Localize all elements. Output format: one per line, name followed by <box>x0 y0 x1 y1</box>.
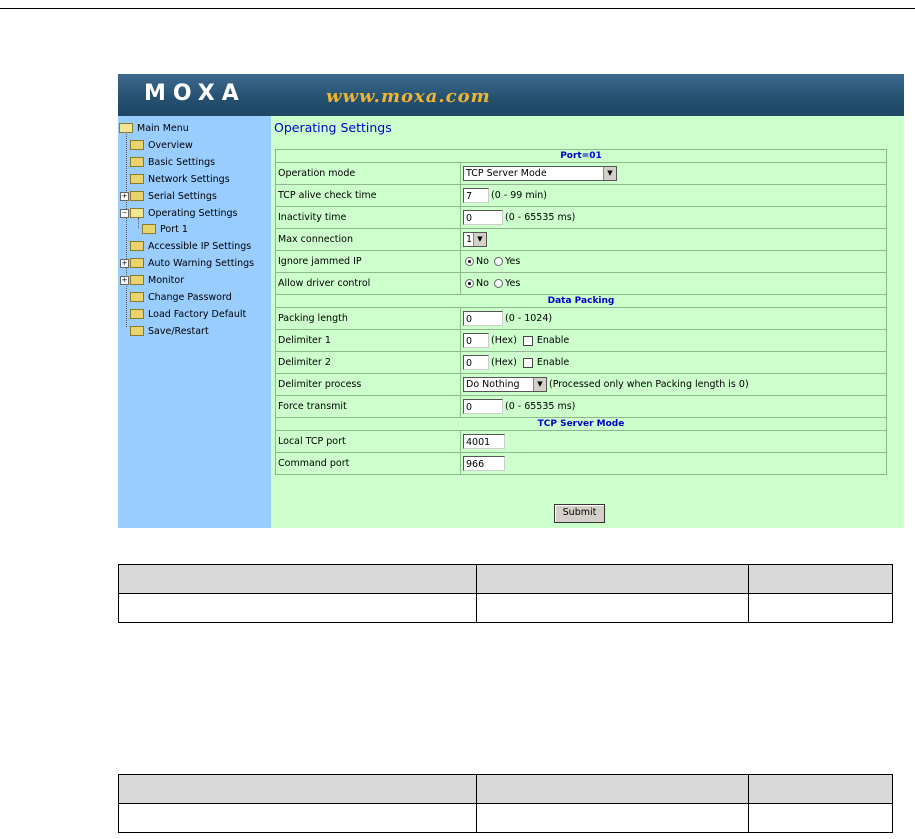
sidebar-item-network-settings[interactable] <box>130 172 230 187</box>
settings-table <box>275 149 887 475</box>
field-label: Force transmit <box>276 396 461 418</box>
sidebar-item-operating-settings[interactable] <box>120 206 237 221</box>
folder-icon <box>130 326 144 336</box>
collapse-minus-icon[interactable]: − <box>121 209 128 217</box>
field-label: Allow driver control <box>276 273 461 295</box>
field-value-cell <box>461 163 887 185</box>
table-row <box>276 352 887 374</box>
folder-icon <box>130 174 144 184</box>
doc-table-cell <box>749 804 893 833</box>
field-label: TCP alive check time <box>276 185 461 207</box>
doc-table-cell <box>749 775 893 804</box>
moxa-banner <box>118 74 904 117</box>
sidebar-item-save-restart[interactable] <box>130 324 209 339</box>
range-hint: (0 - 99 min) <box>491 190 547 201</box>
force-transmit-input[interactable]: 0 <box>463 399 503 414</box>
range-hint: (0 - 65535 ms) <box>505 212 576 223</box>
table-row <box>276 374 887 396</box>
doc-table-cell <box>119 804 477 833</box>
folder-open-icon <box>130 208 144 218</box>
field-value-cell <box>461 453 887 475</box>
folder-icon <box>130 292 144 302</box>
command-port-input[interactable]: 966 <box>463 456 505 471</box>
ignore-jammed-no-radio[interactable] <box>465 257 474 266</box>
radio-label: No <box>476 278 489 289</box>
browser-content <box>118 74 904 528</box>
checkbox-label: Enable <box>536 335 570 346</box>
doc-table-cell <box>119 565 477 594</box>
range-hint: (0 - 1024) <box>505 313 553 324</box>
radio-label: Yes <box>504 256 521 267</box>
sidebar-item-label: Serial Settings <box>148 191 217 202</box>
sidebar-item-label: Main Menu <box>137 123 189 134</box>
table-row <box>276 229 887 251</box>
page-top-rule <box>0 8 915 9</box>
sidebar-item-label: Change Password <box>148 292 232 303</box>
sidebar-item-monitor[interactable] <box>120 273 184 288</box>
section-header-row <box>276 418 887 431</box>
allow-driver-yes-radio[interactable] <box>494 279 503 288</box>
delimiter2-enable-checkbox[interactable] <box>523 358 533 368</box>
sidebar-item-label: Overview <box>148 140 193 151</box>
select-value: Do Nothing <box>466 379 520 390</box>
sidebar-item-label: Port 1 <box>160 224 188 235</box>
field-value-cell <box>461 308 887 330</box>
inactivity-input[interactable]: 0 <box>463 210 503 225</box>
sidebar-item-change-password[interactable] <box>130 290 232 305</box>
folder-icon <box>130 275 144 285</box>
doc-table-cell <box>477 594 749 623</box>
operation-mode-select[interactable] <box>463 166 617 181</box>
doc-table-row <box>119 804 893 833</box>
sidebar-item-label: Save/Restart <box>148 326 209 337</box>
hex-hint: (Hex) <box>491 357 517 368</box>
field-value-cell <box>461 431 887 453</box>
sidebar <box>118 116 271 528</box>
delimiter2-input[interactable]: 0 <box>463 355 489 370</box>
sidebar-item-label: Network Settings <box>148 174 230 185</box>
table-row <box>276 207 887 229</box>
delimiter1-enable-checkbox[interactable] <box>523 336 533 346</box>
table-row <box>276 163 887 185</box>
doc-table-cell <box>749 565 893 594</box>
max-connection-select[interactable] <box>463 232 487 247</box>
field-value-cell <box>461 185 887 207</box>
folder-icon <box>142 224 156 234</box>
doc-table-cell <box>749 594 893 623</box>
sidebar-item-label: Load Factory Default <box>148 309 247 320</box>
moxa-logo: MOXA <box>144 81 246 106</box>
field-label: Packing length <box>276 308 461 330</box>
field-value-cell <box>461 396 887 418</box>
doc-table-cell <box>119 594 477 623</box>
folder-icon <box>130 191 144 201</box>
radio-label: No <box>476 256 489 267</box>
ignore-jammed-yes-radio[interactable] <box>494 257 503 266</box>
doc-table-cell <box>477 804 749 833</box>
hex-hint: (Hex) <box>491 335 517 346</box>
table-row <box>276 251 887 273</box>
expand-plus-icon[interactable]: + <box>121 259 128 267</box>
section-header-row <box>276 150 887 163</box>
sidebar-item-port-1[interactable] <box>142 222 188 237</box>
table-row <box>276 308 887 330</box>
banner-url: www.moxa.com <box>326 86 491 107</box>
doc-table-cell <box>477 775 749 804</box>
chevron-down-icon[interactable]: ▼ <box>533 378 546 391</box>
sidebar-item-label: Auto Warning Settings <box>148 258 255 269</box>
tree-line <box>126 134 127 327</box>
folder-icon <box>130 157 144 167</box>
doc-table <box>118 564 893 623</box>
field-label: Delimiter process <box>276 374 461 396</box>
sidebar-item-overview[interactable] <box>130 138 193 153</box>
folder-icon <box>130 241 144 251</box>
folder-open-icon <box>119 123 133 133</box>
field-value-cell <box>461 251 887 273</box>
table-row <box>276 431 887 453</box>
field-value-cell <box>461 374 887 396</box>
field-label: Operation mode <box>276 163 461 185</box>
sidebar-item-load-factory-default[interactable] <box>130 307 246 322</box>
table-row <box>276 273 887 295</box>
sidebar-item-auto-warning[interactable] <box>120 256 254 271</box>
data-packing-header: Data Packing <box>276 295 887 308</box>
radio-label: Yes <box>504 278 521 289</box>
sidebar-item-label: Operating Settings <box>148 208 238 219</box>
checkbox-label: Enable <box>536 357 570 368</box>
packing-length-input[interactable]: 0 <box>463 311 503 326</box>
expand-plus-icon[interactable]: + <box>121 276 128 284</box>
allow-driver-no-radio[interactable] <box>465 279 474 288</box>
table-row <box>276 453 887 475</box>
doc-table-cell <box>119 775 477 804</box>
sidebar-item-label: Accessible IP Settings <box>148 241 252 252</box>
page-title: Operating Settings <box>274 120 392 135</box>
folder-icon <box>130 309 144 319</box>
field-label: Inactivity time <box>276 207 461 229</box>
process-hint: (Processed only when Packing length is 0) <box>549 379 749 390</box>
field-label: Ignore jammed IP <box>276 251 461 273</box>
field-value-cell <box>461 207 887 229</box>
chevron-down-icon[interactable]: ▼ <box>473 233 486 246</box>
range-hint: (0 - 65535 ms) <box>505 401 576 412</box>
field-label: Delimiter 2 <box>276 352 461 374</box>
table-row <box>276 330 887 352</box>
table-row <box>276 396 887 418</box>
doc-table-cell <box>477 565 749 594</box>
field-label: Delimiter 1 <box>276 330 461 352</box>
field-label: Command port <box>276 453 461 475</box>
folder-icon <box>130 140 144 150</box>
folder-icon <box>130 258 144 268</box>
sidebar-item-label: Monitor <box>148 275 185 286</box>
table-row <box>276 185 887 207</box>
field-value-cell <box>461 273 887 295</box>
sidebar-item-basic-settings[interactable] <box>130 155 215 170</box>
field-label: Max connection <box>276 229 461 251</box>
chevron-down-icon[interactable]: ▼ <box>603 167 616 180</box>
submit-button[interactable]: Submit <box>554 504 605 523</box>
delimiter-process-select[interactable] <box>463 377 547 392</box>
sidebar-item-accessible-ip[interactable] <box>130 239 251 254</box>
select-value: TCP Server Mode <box>466 168 547 179</box>
doc-table <box>118 774 893 833</box>
local-tcp-port-input[interactable]: 4001 <box>463 434 505 449</box>
sidebar-item-main-menu[interactable] <box>119 121 189 136</box>
section-header-row <box>276 295 887 308</box>
doc-table-header-row <box>119 775 893 804</box>
doc-table-header-row <box>119 565 893 594</box>
field-label: Local TCP port <box>276 431 461 453</box>
doc-table-row <box>119 594 893 623</box>
field-value-cell <box>461 352 887 374</box>
tcp-server-header: TCP Server Mode <box>276 418 887 431</box>
field-value-cell <box>461 330 887 352</box>
delimiter1-input[interactable]: 0 <box>463 333 489 348</box>
sidebar-item-label: Basic Settings <box>148 157 216 168</box>
port-header: Port=01 <box>276 150 887 163</box>
main-content <box>271 116 904 528</box>
sidebar-item-serial-settings[interactable] <box>120 189 217 204</box>
expand-plus-icon[interactable]: + <box>121 192 128 200</box>
select-value: 1 <box>466 234 473 245</box>
tcp-alive-input[interactable]: 7 <box>463 188 489 203</box>
field-value-cell <box>461 229 887 251</box>
